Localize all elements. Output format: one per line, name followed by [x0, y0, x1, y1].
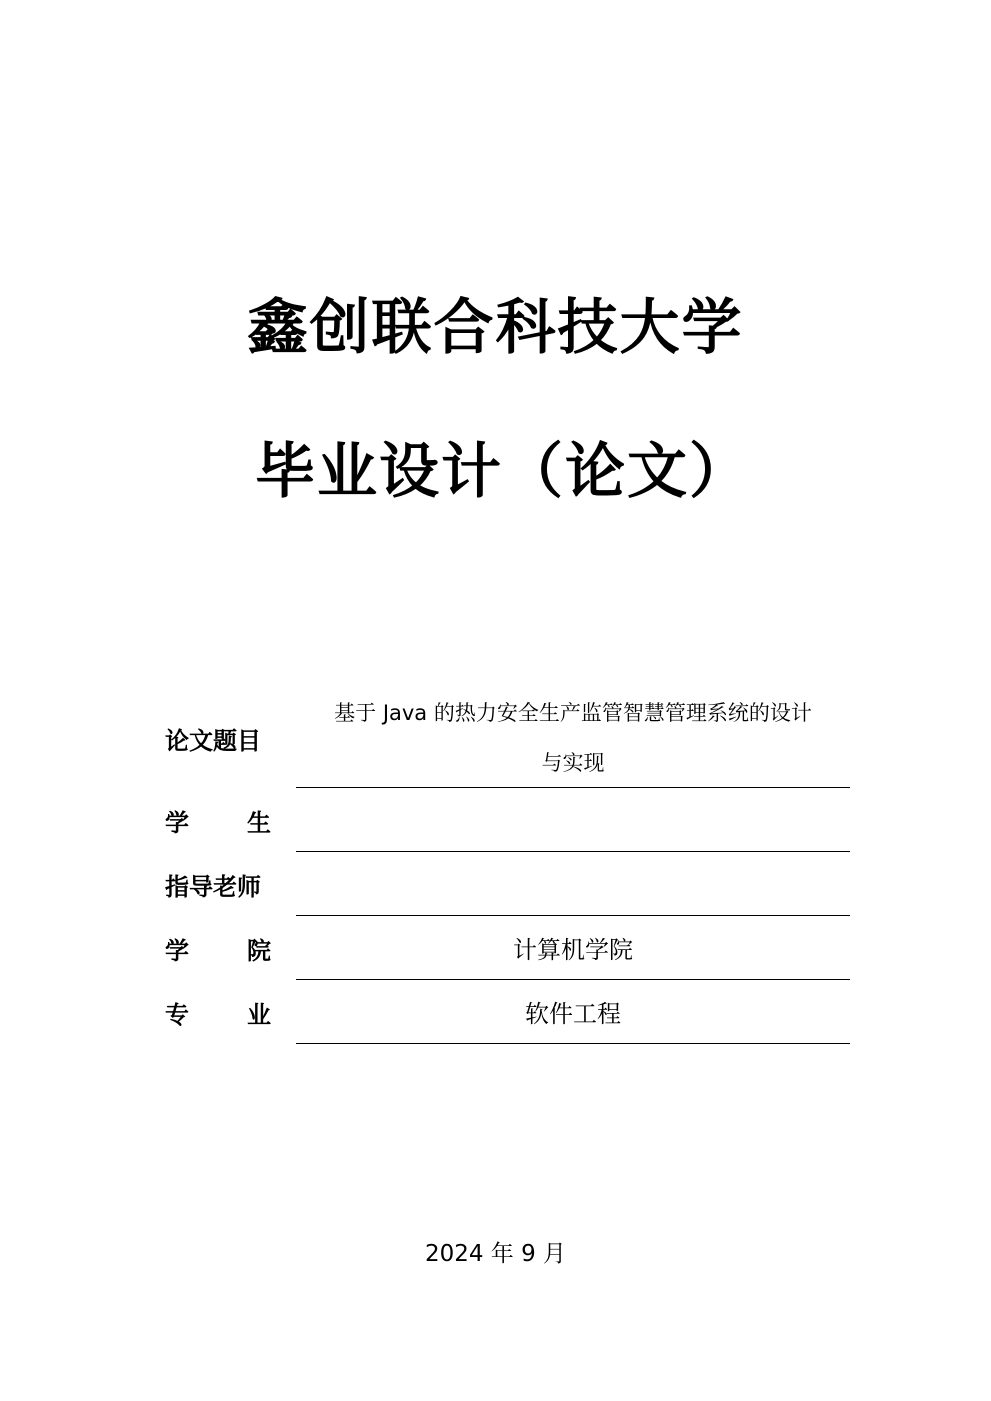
thesis-title-line-2: 与实现 [541, 750, 605, 775]
info-row-student [165, 788, 850, 852]
info-row-college [165, 916, 850, 980]
thesis-title-line-1: 基于 Java 的热力安全生产监管智慧管理系统的设计 [334, 700, 812, 725]
student-label: 学 生 [165, 808, 271, 837]
info-row-major [165, 980, 850, 1044]
college-value: 计算机学院 [296, 916, 850, 980]
thesis-title-label: 论文题目 [165, 726, 261, 755]
document-type-heading: 毕业设计（论文） [255, 437, 751, 507]
major-label: 专 业 [165, 1000, 271, 1029]
advisor-label: 指导老师 [165, 872, 261, 901]
college-label: 学 院 [165, 936, 271, 965]
student-value [296, 788, 850, 852]
major-value: 软件工程 [296, 980, 850, 1044]
info-row-thesis-title [165, 688, 850, 788]
university-name: 鑫创联合科技大学 [247, 293, 744, 363]
info-row-advisor [165, 852, 850, 916]
submission-date: 2024 年 9 月 [424, 1241, 567, 1267]
info-table [165, 688, 850, 1044]
thesis-title-value [296, 688, 850, 788]
advisor-value [296, 852, 850, 916]
